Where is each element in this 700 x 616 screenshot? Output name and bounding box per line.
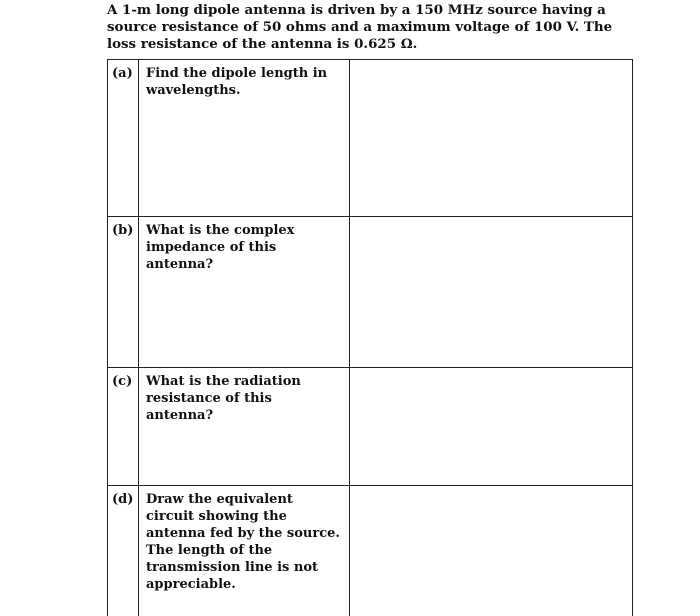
question-table xyxy=(107,59,633,616)
table-row xyxy=(108,486,633,616)
question-label: (b) xyxy=(108,217,139,368)
table-row xyxy=(108,368,633,486)
answer-cell[interactable] xyxy=(350,486,633,616)
question-label: (c) xyxy=(108,368,139,486)
question-text: What is the complex impedance of this antenna? xyxy=(139,217,350,368)
question-text: Find the dipole length in wavelengths. xyxy=(139,60,350,217)
problem-statement: A 1-m long dipole antenna is driven by a 150 MHz source having a source resistance of 50 ohms and a maximum voltage of 100 V. The loss resistance of the antenna is 0.625 Ω. xyxy=(107,2,627,53)
answer-cell[interactable] xyxy=(350,60,633,217)
question-text: Draw the equivalent circuit showing the antenna fed by the source. The length of the transmission line is not appreciable. xyxy=(139,486,350,616)
table-row xyxy=(108,217,633,368)
answer-cell[interactable] xyxy=(350,368,633,486)
question-text: What is the radiation resistance of this antenna? xyxy=(139,368,350,486)
answer-cell[interactable] xyxy=(350,217,633,368)
table-row xyxy=(108,60,633,217)
question-label: (a) xyxy=(108,60,139,217)
question-label: (d) xyxy=(108,486,139,616)
